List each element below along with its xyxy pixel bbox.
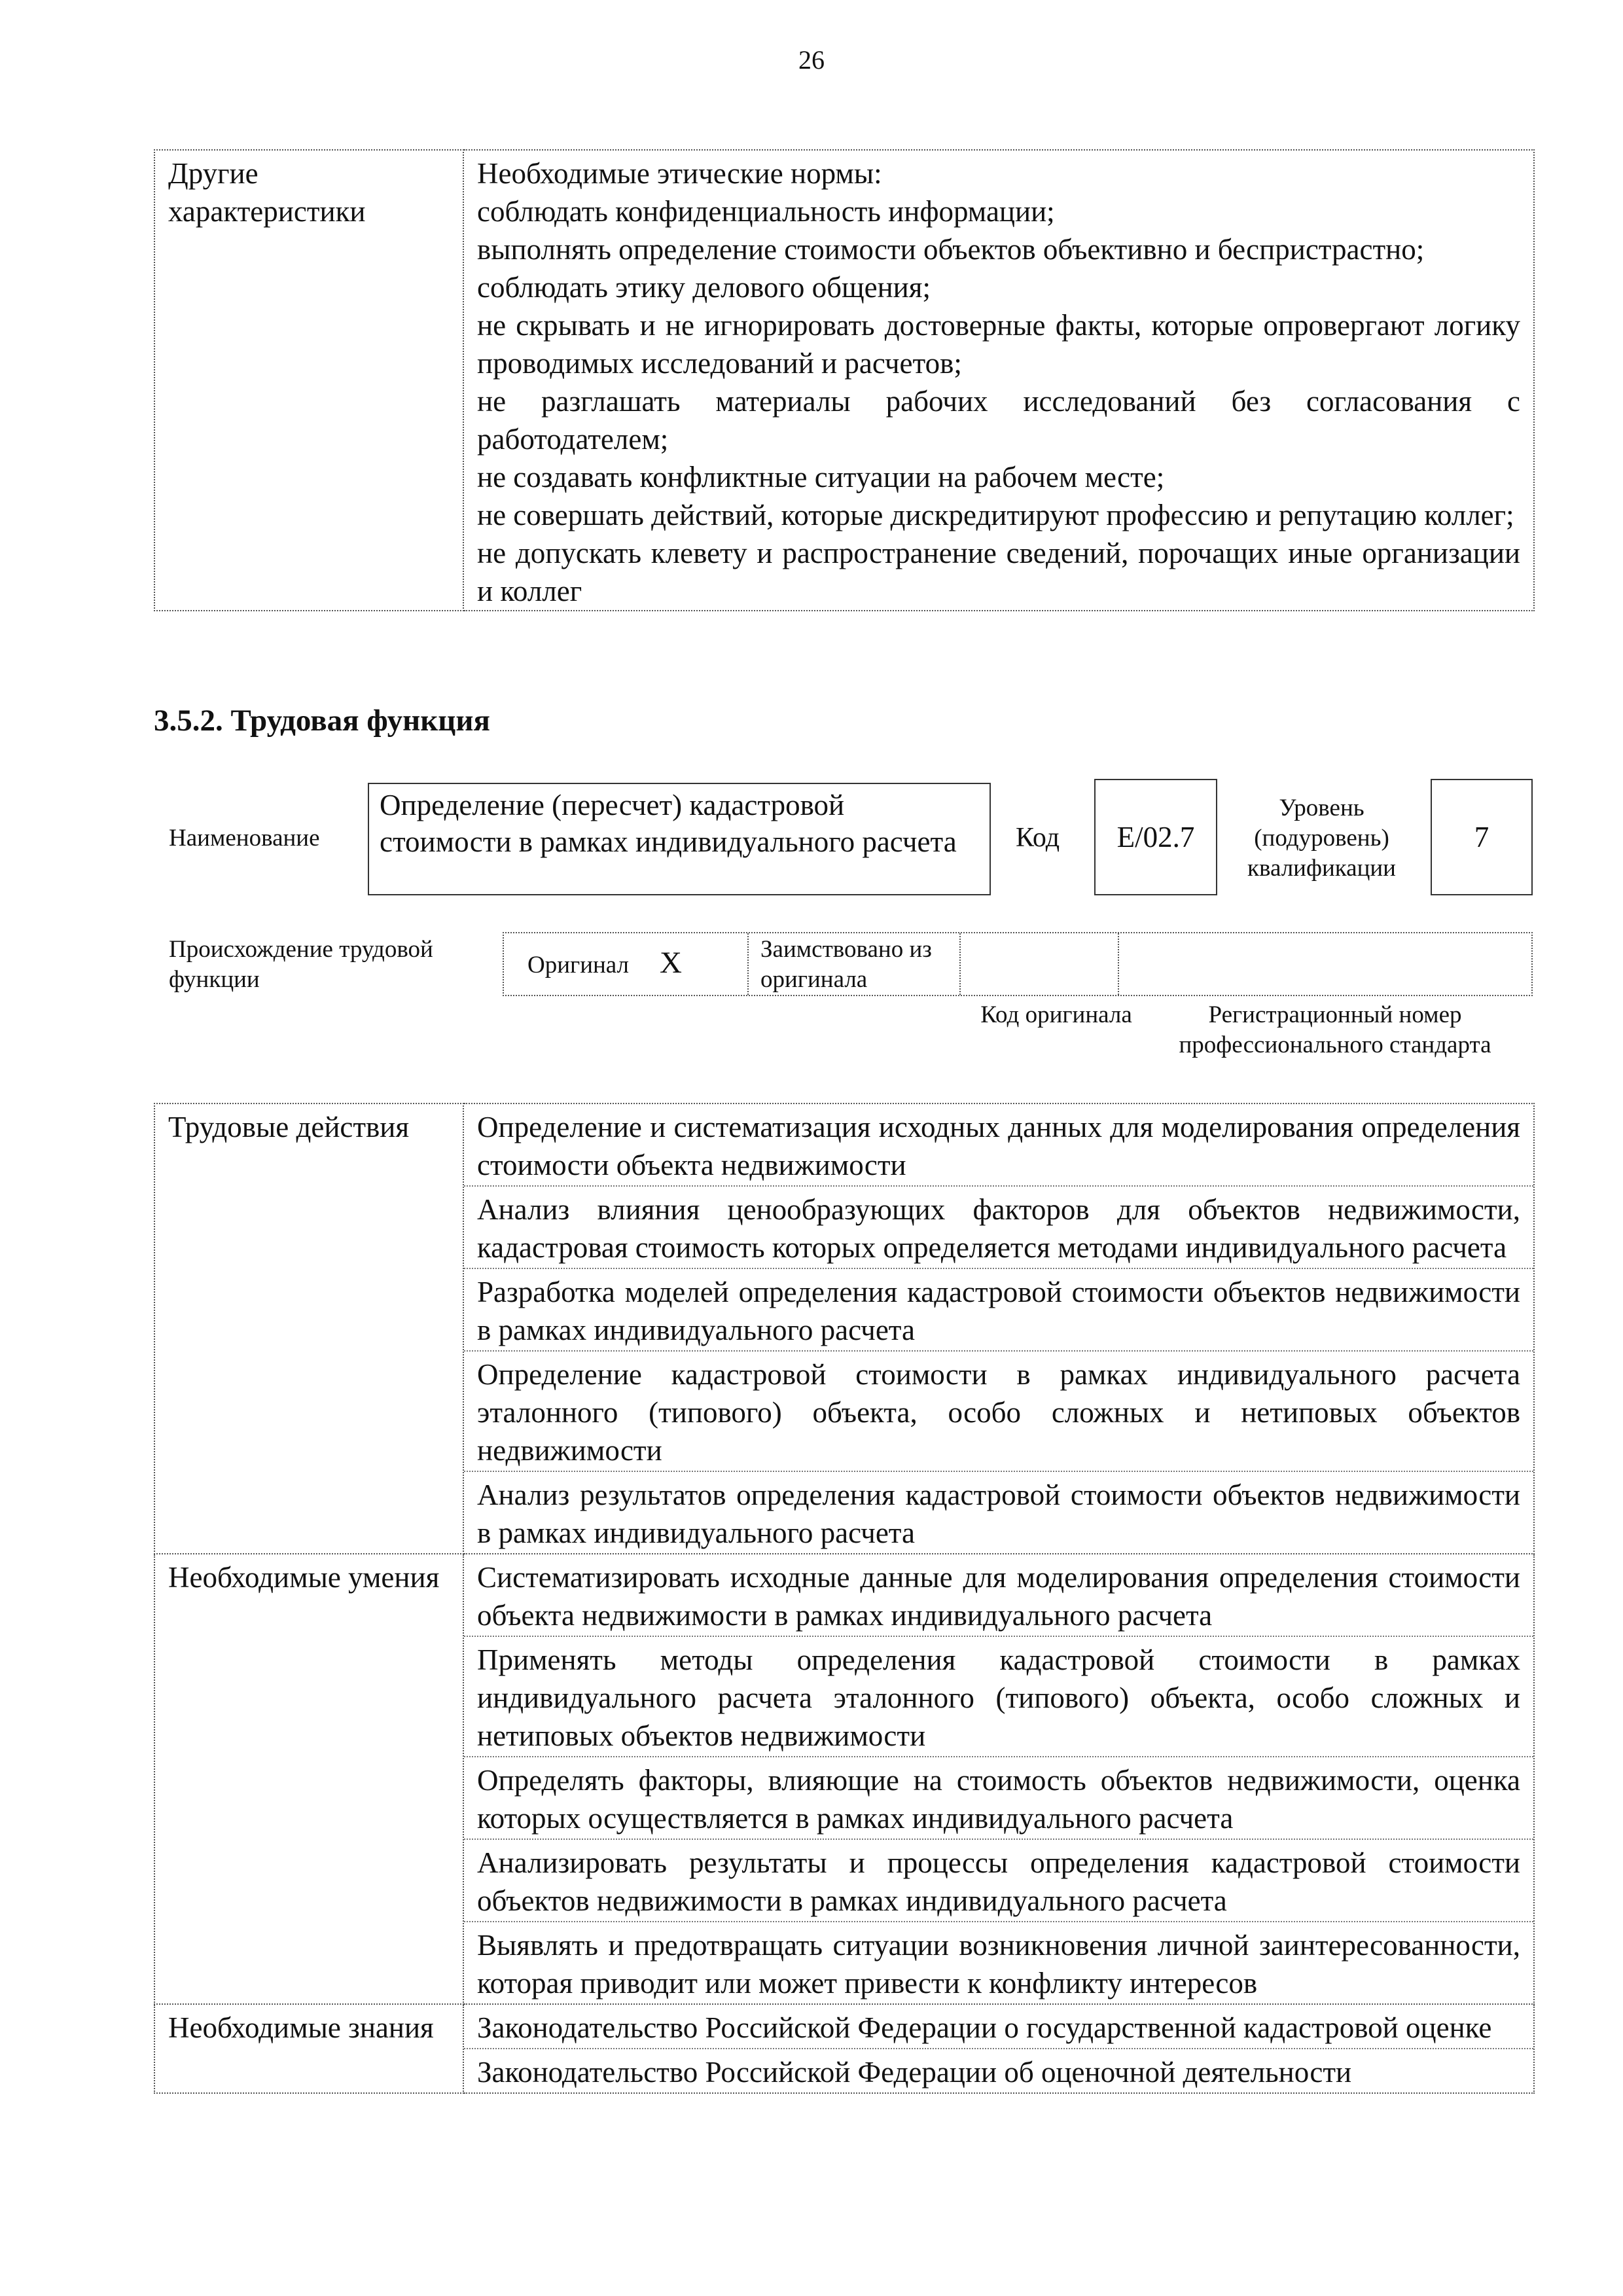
original-mark: X [660,946,682,980]
name-label: Наименование [169,825,320,852]
characteristic-line: не создавать конфликтные ситуации на рабочем месте; [477,461,1165,493]
other-characteristics-table [154,149,1535,611]
borrowed-label: Заимствовано из оригинала [760,936,932,993]
section-label: Необходимые знания [154,2004,463,2093]
characteristic-line: соблюдать конфиденциальность информации; [477,195,1055,228]
origin-strip [503,932,1533,996]
characteristic-line: не скрывать и не игнорировать достоверные факты, которые опровергают логику проводимых исследований и расчетов; [477,309,1520,380]
characteristic-line: не разглашать материалы рабочих исследований без согласования с работодателем; [477,385,1520,456]
page-number: 26 [798,45,825,75]
list-item: Выявлять и предотвращать ситуации возникновения личной заинтересованности, которая приводит или может привести к конфликту интересов [464,1921,1533,2003]
list-item: Разработка моделей определения кадастровой стоимости объектов недвижимости в рамках индивидуального расчета [464,1268,1533,1350]
level-box: 7 [1431,779,1533,895]
other-characteristics-label: Другие характеристики [154,150,463,611]
list-item: Анализировать результаты и процессы определения кадастровой стоимости объектов недвижимости в рамках индивидуального расчета [464,1839,1533,1921]
list-item: Определение и систематизация исходных данных для моделирования определения стоимости объекта недвижимости [477,1111,1520,1181]
code-original-caption: Код оригинала [980,1001,1132,1028]
list-item: Анализ результатов определения кадастровой стоимости объектов недвижимости в рамках индивидуального расчета [464,1471,1533,1553]
section-heading: 3.5.2. Трудовая функция [154,704,490,738]
section-label: Необходимые умения [154,1554,463,2004]
section-items [463,1103,1534,1554]
characteristic-line: не совершать действий, которые дискредитируют профессию и репутацию коллег; [477,499,1514,531]
section-items [463,1554,1534,2004]
table-row [154,1103,1534,1554]
level-label: Уровень (подуровень) квалификации [1247,795,1396,882]
table-row [154,2004,1534,2093]
origin-label: Происхождение трудовой функции [169,936,433,993]
list-item: Определять факторы, влияющие на стоимость объектов недвижимости, оценка которых осуществляется в рамках индивидуального расчета [464,1756,1533,1839]
original-label: Оригинал [527,952,630,978]
characteristic-line: Необходимые этические нормы: [477,157,882,190]
registration-number-caption: Регистрационный номер профессионального стандарта [1179,1001,1491,1058]
code-label: Код [1016,823,1060,853]
code-box: E/02.7 [1094,779,1217,895]
list-item: Систематизировать исходные данные для моделирования определения стоимости объекта недвижимости в рамках индивидуального расчета [477,1561,1520,1632]
list-item: Применять методы определения кадастровой стоимости в рамках индивидуального расчета эталонного (типового) объекта, особо сложных и нетиповых объектов недвижимости [464,1636,1533,1756]
list-item: Анализ влияния ценообразующих факторов для объектов недвижимости, кадастровая стоимость которых определяется методами индивидуального расчета [464,1185,1533,1268]
list-item: Законодательство Российской Федерации о государственной кадастровой оценке [477,2011,1492,2044]
table-row [154,1554,1534,2004]
list-item: Определение кадастровой стоимости в рамках индивидуального расчета эталонного (типового) объекта, особо сложных и нетиповых объектов недвижимости [464,1350,1533,1471]
characteristic-line: выполнять определение стоимости объектов объективно и беспристрастно; [477,233,1425,266]
section-items [463,2004,1534,2093]
other-characteristics-content [463,150,1534,611]
characteristic-line: соблюдать этику делового общения; [477,271,931,304]
function-name-box: Определение (пересчет) кадастровой стоимости в рамках индивидуального расчета [368,783,991,895]
characteristic-line: не допускать клевету и распространение сведений, порочащих иные организации и коллег [477,537,1520,607]
section-label: Трудовые действия [154,1103,463,1554]
labor-function-table [154,1103,1535,2094]
list-item: Законодательство Российской Федерации об оценочной деятельности [464,2048,1533,2092]
